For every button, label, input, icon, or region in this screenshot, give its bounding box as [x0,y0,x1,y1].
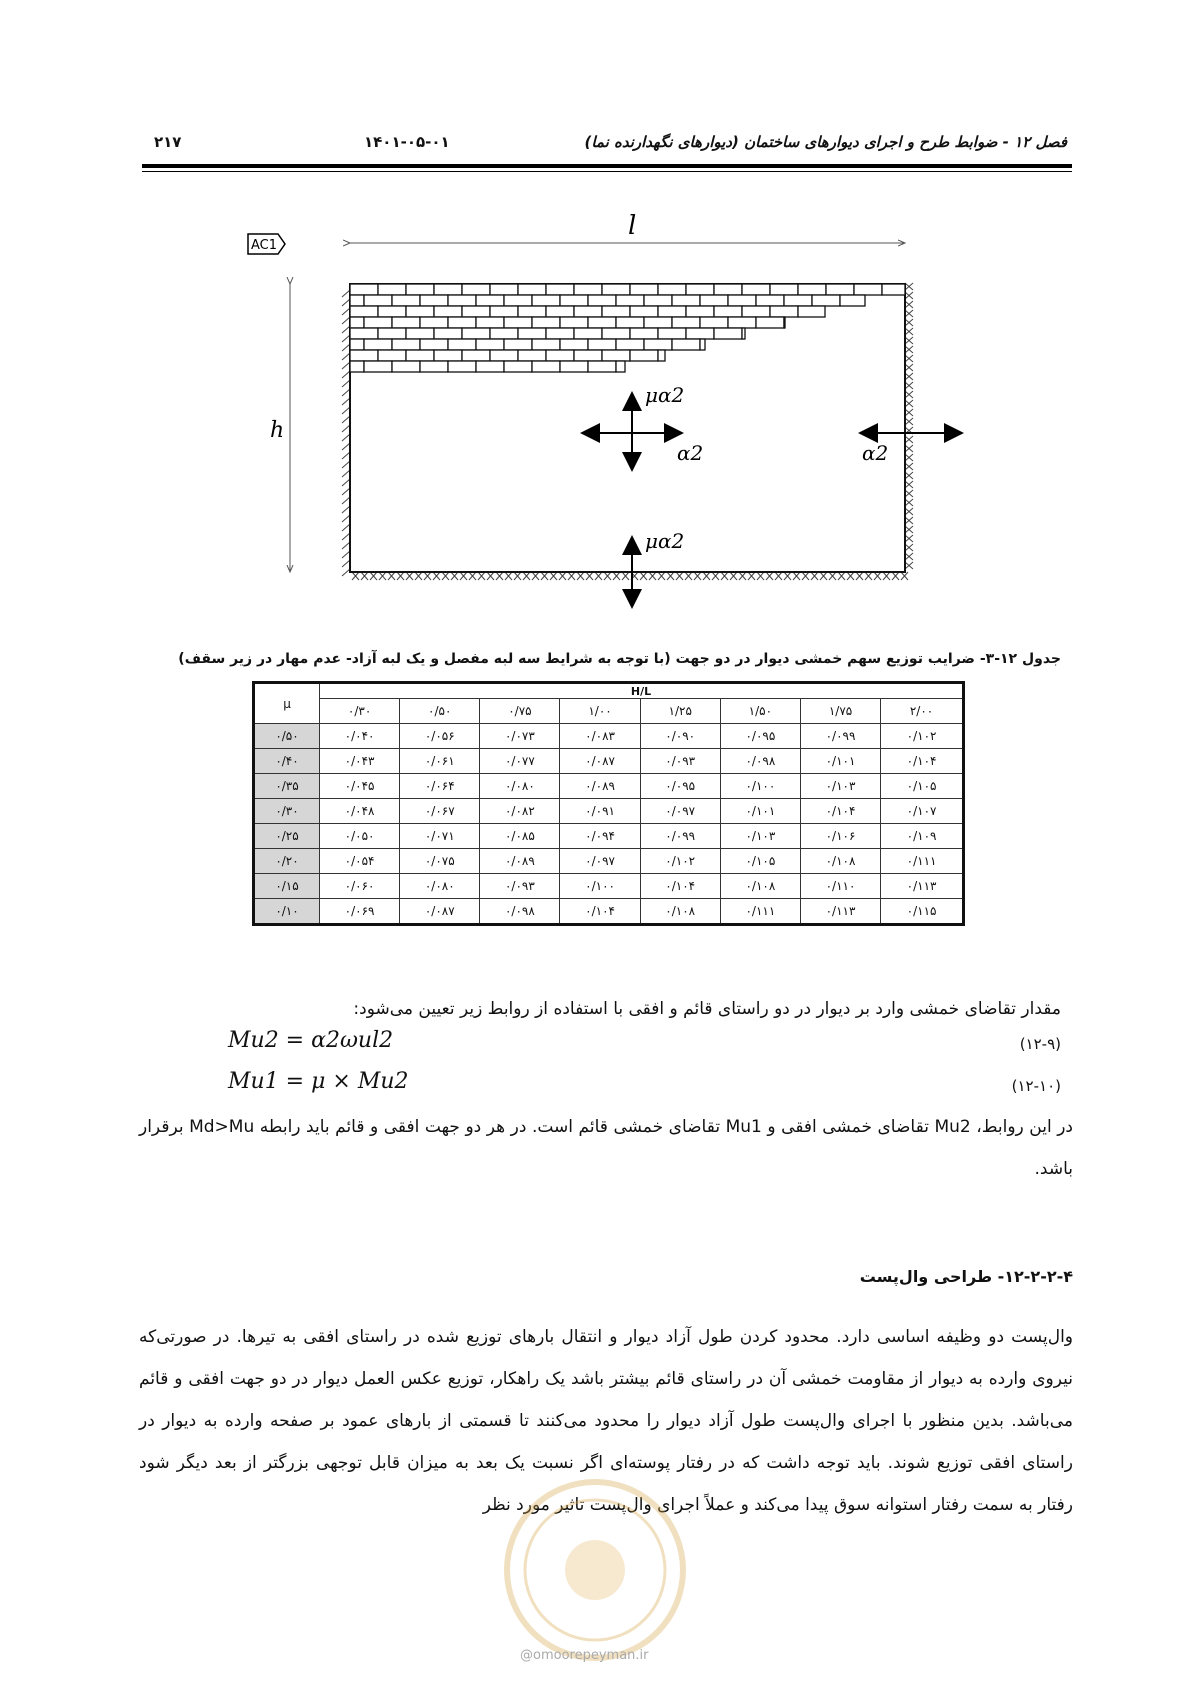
mu-cell: ۰/۳۵ [254,774,320,799]
table-cell: ۰/۰۹۰ [640,724,720,749]
table-cell: ۰/۰۸۷ [560,749,640,774]
table-cell: ۰/۰۶۴ [400,774,480,799]
table-cell: ۰/۰۸۳ [560,724,640,749]
table-cell: ۰/۱۰۷ [881,799,964,824]
table-cell: ۰/۱۱۰ [800,874,880,899]
table-cell: ۰/۰۹۷ [640,799,720,824]
table-cell: ۰/۰۷۵ [400,849,480,874]
equation-2: Mu1 = μ × Mu2 [228,1069,409,1094]
mu-cell: ۰/۱۰ [254,899,320,925]
table-cell: ۰/۰۷۷ [480,749,560,774]
column-header: ۱/۷۵ [800,699,880,724]
column-header: ۱/۵۰ [720,699,800,724]
svg-text:AC1: AC1 [251,238,278,253]
table-cell: ۰/۱۰۰ [560,874,640,899]
table-cell: ۰/۱۱۳ [881,874,964,899]
brick-courses [350,284,905,372]
table-cell: ۰/۰۹۱ [560,799,640,824]
table-cell: ۰/۰۵۶ [400,724,480,749]
section-title: ۱۲-۲-۲-۴- طراحی وال‌پست [859,1267,1073,1286]
table-row [254,799,964,824]
section-paragraph: وال‌پست دو وظیفه اساسی دارد. محدود کردن طول آزاد دیوار و انتقال بارهای توزیع شده در راستای افقی به تیرها. در صورتی‌که نیروی وارده به دیوار از مقاومت خمشی آن در راستای قائم بیشتر باشد یک راهکار، توزیع عکس العمل دیوار در دو جهت افقی و قائم می‌باشد. بدین منظور با اجرای وال‌پست طول آزاد دیوار را محدود می‌کنند تا قسمتی از بارهای عمود بر صفحه وارده به دیوار در راستای افقی توزیع شوند. باید توجه داشت که در رفتار پوسته‌ای اگر نسبت یک بعد به میزان قابل توجهی بزرگتر از بعد دیگر شود رفتار به سمت رفتار استوانه سوق پیدا می‌کند و عملاً اجرای وال‌پست تاثیر مورد نظر [139,1327,1073,1515]
table-row [254,824,964,849]
table-cell: ۰/۱۰۹ [881,824,964,849]
table-cell: ۰/۰۸۵ [480,824,560,849]
table-cell: ۰/۱۱۱ [720,899,800,925]
equation-1: Mu2 = α2ωul2 [228,1028,394,1053]
chapter-title: فصل ۱۲ - ضوابط طرح و اجرای دیوارهای ساختمان (دیوارهای نگهدارنده نما) [584,133,1067,151]
equation-1-number: (۱۲-۹) [1019,1035,1061,1053]
table-cell: ۰/۰۴۳ [320,749,400,774]
table-cell: ۰/۰۶۰ [320,874,400,899]
table-cell: ۰/۰۸۲ [480,799,560,824]
table-row [254,899,964,925]
table-cell: ۰/۱۱۳ [800,899,880,925]
table-cell: ۰/۰۹۸ [720,749,800,774]
table-cell: ۰/۱۰۸ [720,874,800,899]
table-cell: ۰/۱۰۰ [720,774,800,799]
coefficient-table [252,681,965,926]
mu-cell: ۰/۳۰ [254,799,320,824]
intro-paragraph: مقدار تقاضای خمشی وارد بر دیوار در دو راستای قائم و افقی با استفاده از روابط زیر تعیین می‌شود: [353,999,1061,1019]
table-cell: ۰/۱۰۳ [800,774,880,799]
column-header-row [254,699,964,724]
header-date: ۱۴۰۱-۰۵-۰۱ [364,133,450,151]
table-cell: ۰/۱۰۴ [560,899,640,925]
table-cell: ۰/۰۵۴ [320,849,400,874]
column-header: ۱/۲۵ [640,699,720,724]
table-cell: ۰/۱۰۶ [800,824,880,849]
table-cell: ۰/۰۴۸ [320,799,400,824]
alpha-center-label: α2 [677,441,704,465]
length-label: l [628,211,637,241]
table-cell: ۰/۱۰۵ [881,774,964,799]
height-label: h [270,418,285,443]
table-cell: ۰/۱۰۱ [800,749,880,774]
table-cell: ۰/۱۰۴ [800,799,880,824]
table-cell: ۰/۰۸۹ [480,849,560,874]
table-row [254,849,964,874]
mu-cell: ۰/۵۰ [254,724,320,749]
table-cell: ۰/۰۵۰ [320,824,400,849]
table-cell: ۰/۰۸۰ [480,774,560,799]
table-cell: ۰/۱۰۴ [881,749,964,774]
table-row [254,774,964,799]
table-cell: ۰/۰۷۱ [400,824,480,849]
column-header: ۰/۷۵ [480,699,560,724]
ac1-tag [248,234,285,254]
page-number: ۲۱۷ [154,133,182,151]
table-cell: ۰/۰۶۷ [400,799,480,824]
table-cell: ۰/۰۹۸ [480,899,560,925]
table-cell: ۰/۰۶۱ [400,749,480,774]
table-row [254,874,964,899]
mu-alpha-bottom-label: μα2 [645,529,685,553]
table-cell: ۰/۱۱۱ [881,849,964,874]
table-cell: ۰/۰۷۳ [480,724,560,749]
table-cell: ۰/۱۰۲ [640,849,720,874]
hl-group-header: H/L [320,683,964,699]
table-cell: ۰/۱۰۸ [800,849,880,874]
table-cell: ۰/۰۸۷ [400,899,480,925]
table-cell: ۰/۰۹۳ [640,749,720,774]
table-cell: ۰/۰۹۹ [800,724,880,749]
table-cell: ۰/۱۰۱ [720,799,800,824]
table-row [254,724,964,749]
table-cell: ۰/۰۹۹ [640,824,720,849]
table-cell: ۰/۰۹۴ [560,824,640,849]
table-cell: ۰/۰۸۹ [560,774,640,799]
equation-2-number: (۱۲-۱۰) [1011,1077,1061,1095]
table-cell: ۰/۱۰۸ [640,899,720,925]
mu-cell: ۰/۲۰ [254,849,320,874]
mu-cell: ۰/۴۰ [254,749,320,774]
table-cell: ۰/۰۴۵ [320,774,400,799]
wall-figure [0,0,1191,640]
table-cell: ۰/۱۰۴ [640,874,720,899]
mu-alpha-top-label: μα2 [645,383,685,407]
alpha-right-label: α2 [862,441,889,465]
table-row [254,749,964,774]
mu-column-header: μ [254,683,320,724]
table-cell: ۰/۰۹۷ [560,849,640,874]
watermark-site: @omoorepeyman.ir [520,1648,649,1663]
watermark-logo [500,1475,690,1665]
table-cell: ۰/۰۸۰ [400,874,480,899]
table-cell: ۰/۰۶۹ [320,899,400,925]
table-cell: ۰/۰۹۳ [480,874,560,899]
column-header: ۰/۳۰ [320,699,400,724]
mu-cell: ۰/۱۵ [254,874,320,899]
table-cell: ۰/۱۰۵ [720,849,800,874]
column-header: ۱/۰۰ [560,699,640,724]
table-cell: ۰/۰۴۰ [320,724,400,749]
table-caption: جدول ۱۲-۳- ضرایب توزیع سهم خمشی دیوار در دو جهت (با توجه به شرایط سه لبه مفصل و یک لبه آزاد- عدم مهار در زیر سقف) [178,651,1061,667]
mu-cell: ۰/۲۵ [254,824,320,849]
table-cell: ۰/۱۰۲ [881,724,964,749]
table-cell: ۰/۰۹۵ [720,724,800,749]
column-header: ۲/۰۰ [881,699,964,724]
table-cell: ۰/۰۹۵ [640,774,720,799]
column-header: ۰/۵۰ [400,699,480,724]
explanation-paragraph: در این روابط، Mu2 تقاضای خمشی افقی و Mu1 تقاضای خمشی قائم است. در هر دو جهت افقی و قائم باید رابطه Md>Mu برقرار باشد. [139,1117,1073,1179]
table-cell: ۰/۱۱۵ [881,899,964,925]
table-cell: ۰/۱۰۳ [720,824,800,849]
